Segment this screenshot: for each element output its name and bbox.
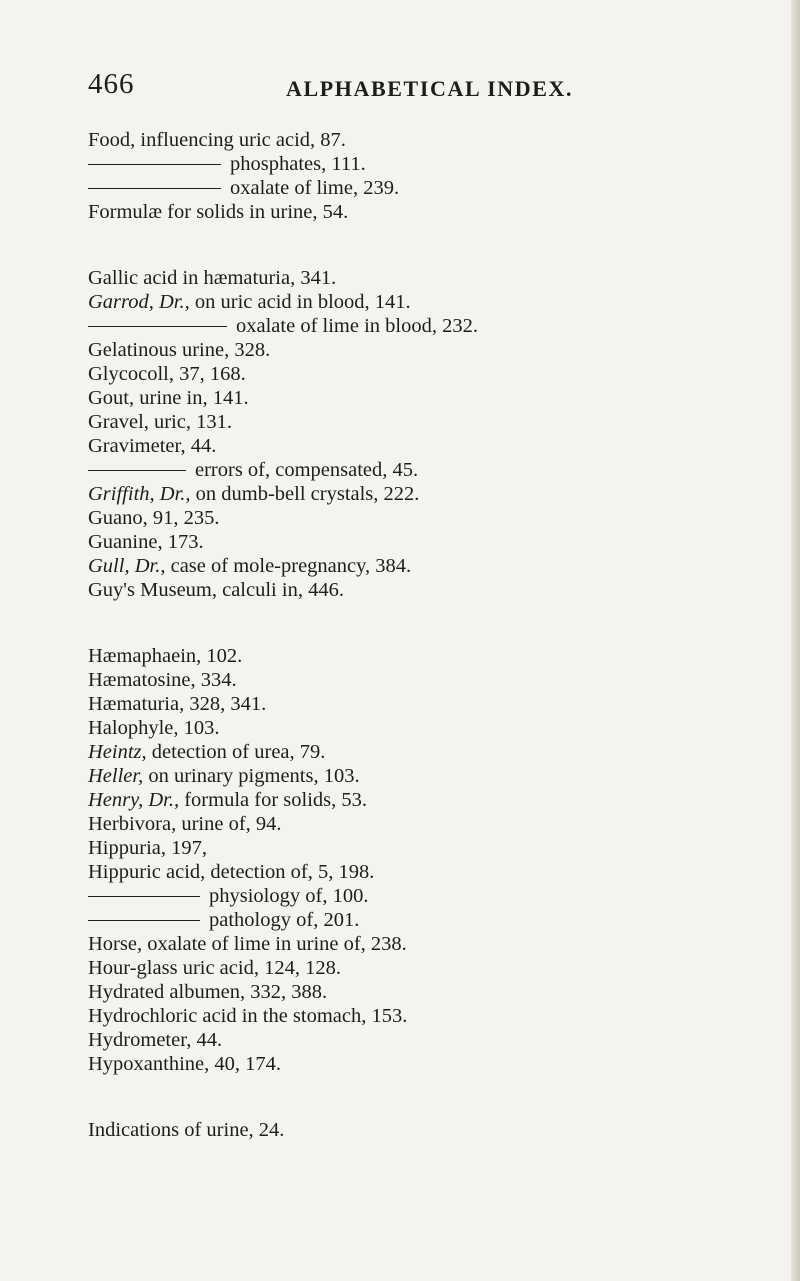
ditto-rule: [88, 188, 221, 189]
index-entry: Hippuria, 197,: [88, 837, 207, 859]
index-entry: Gravimeter, 44.: [88, 435, 217, 457]
index-entry: Griffith, Dr., on dumb-bell crystals, 222.: [88, 483, 420, 505]
index-subentry: pathology of, 201.: [88, 908, 748, 932]
index-entry: Gull, Dr., case of mole-pregnancy, 384.: [88, 555, 412, 577]
ditto-rule: [88, 326, 227, 327]
index-entry: Guanine, 173.: [88, 531, 204, 553]
index-entry: Glycocoll, 37, 168.: [88, 363, 246, 385]
ditto-rule: [88, 470, 186, 471]
index-entry: Hour-glass uric acid, 124, 128.: [88, 957, 341, 979]
index-entry: Gelatinous urine, 328.: [88, 339, 271, 361]
index-entry: Formulæ for solids in urine, 54.: [88, 201, 349, 223]
index-entry: Gravel, uric, 131.: [88, 411, 233, 433]
index-entry: Hippuric acid, detection of, 5, 198.: [88, 861, 375, 883]
index-entry: Horse, oxalate of lime in urine of, 238.: [88, 933, 407, 955]
index-entry: Indications of urine, 24.: [88, 1119, 285, 1141]
index-list: [88, 128, 748, 1142]
index-entry: Hæmaturia, 328, 341.: [88, 693, 267, 715]
index-entry: Guy's Museum, calculi in, 446.: [88, 579, 344, 601]
page-edge: [791, 0, 800, 1281]
index-entry: Food, influencing uric acid, 87.: [88, 129, 346, 151]
index-subentry: phosphates, 111.: [88, 152, 748, 176]
index-subentry: physiology of, 100.: [88, 884, 748, 908]
index-entry: Heller, on urinary pigments, 103.: [88, 765, 360, 787]
index-entry: Hæmatosine, 334.: [88, 669, 237, 691]
page-header: [88, 68, 748, 104]
index-entry: Hæmaphaein, 102.: [88, 645, 243, 667]
index-entry: Gout, urine in, 141.: [88, 387, 249, 409]
index-entry: Heintz, detection of urea, 79.: [88, 741, 326, 763]
index-subentry: oxalate of lime, 239.: [88, 176, 748, 200]
ditto-rule: [88, 896, 200, 897]
index-entry: Halophyle, 103.: [88, 717, 220, 739]
index-entry: Hypoxanthine, 40, 174.: [88, 1053, 282, 1075]
ditto-rule: [88, 920, 200, 921]
page-number: 466: [88, 68, 135, 100]
index-subentry: oxalate of lime in blood, 232.: [88, 314, 748, 338]
index-entry: Henry, Dr., formula for solids, 53.: [88, 789, 368, 811]
running-title: ALPHABETICAL INDEX.: [286, 76, 574, 101]
index-entry: Hydrochloric acid in the stomach, 153.: [88, 1005, 408, 1027]
ditto-rule: [88, 164, 221, 165]
index-entry: Hydrated albumen, 332, 388.: [88, 981, 328, 1003]
index-entry: Garrod, Dr., on uric acid in blood, 141.: [88, 291, 411, 313]
index-entry: Gallic acid in hæmaturia, 341.: [88, 267, 337, 289]
index-entry: Hydrometer, 44.: [88, 1029, 223, 1051]
index-entry: Herbivora, urine of, 94.: [88, 813, 282, 835]
index-entry: Guano, 91, 235.: [88, 507, 220, 529]
index-subentry: errors of, compensated, 45.: [88, 458, 748, 482]
